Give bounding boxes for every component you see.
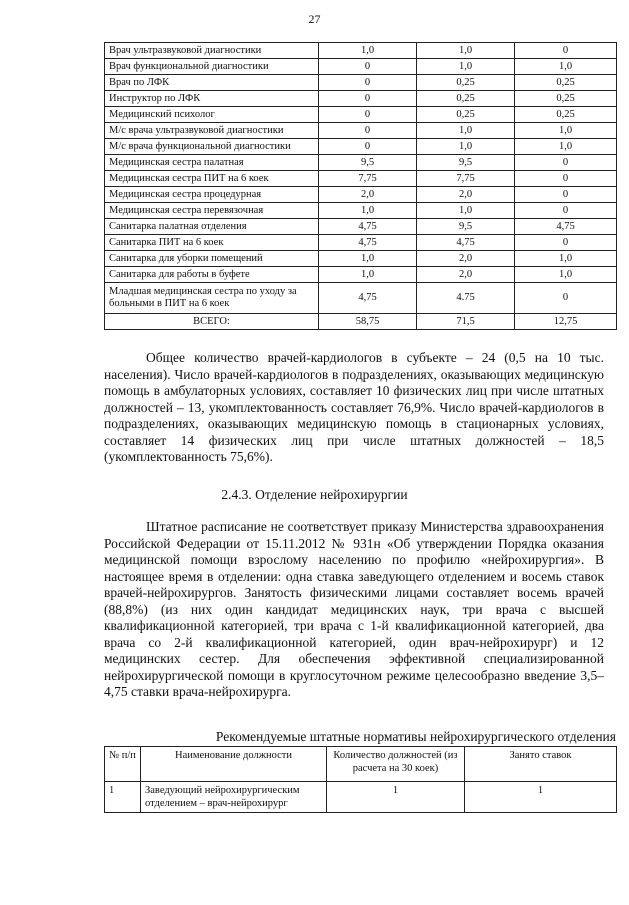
current-rates: 0 [319,59,417,75]
current-rates: 0 [319,139,417,155]
neurosurgery-paragraph: Штатное расписание не соответствует приказу Министерства здравоохранения Российской Федерации от 15.11.2012 № 931н «Об утверждении Порядка оказания медицинской помощи взрослому населению по профилю «нейрохирургия». В настоящее время в отделении: одна ставка заведующего отделением и восемь ставок врачей-нейрохирургов. Занятость физическими лицами составляет восемь врачей (88,8%) (из них один кандидат медицинских наук, три врача с высшей квалификационной категорией, три врача с 1-й квалификационной категорией, два врача со 2-й квалификационной категорией, один врач-нейрохирург) и 12 медицинских сестер. Для обеспечения эффективной специализированной нейрохирургической помощи в круглосуточном режиме целесообразно введение 3,5–4,75 ставки врача-нейрохирурга. [104,519,604,699]
deficit-rates: 0 [515,187,617,203]
position-name: М/с врача ультразвуковой диагностики [105,123,319,139]
required-rates: 7,75 [417,171,515,187]
total-row [105,314,617,330]
total-deficit: 12,75 [515,314,617,330]
required-rates: 1,0 [417,123,515,139]
required-rates: 0,25 [417,91,515,107]
table-row [105,283,617,314]
position-name: Санитарка ПИТ на 6 коек [105,235,319,251]
table-row [105,251,617,267]
table-row [105,267,617,283]
deficit-rates: 0 [515,203,617,219]
current-rates: 1,0 [319,43,417,59]
required-rates: 2,0 [417,267,515,283]
total-label: ВСЕГО: [105,314,319,330]
table-row [105,139,617,155]
required-rates: 9,5 [417,155,515,171]
position-name: Врач по ЛФК [105,75,319,91]
page-number: 27 [308,12,321,26]
header-position: Наименование должности [141,747,327,782]
current-rates: 1,0 [319,267,417,283]
current-rates: 2,0 [319,187,417,203]
current-rates: 1,0 [319,203,417,219]
position-name: Инструктор по ЛФК [105,91,319,107]
deficit-rates: 0 [515,235,617,251]
required-rates: 2,0 [417,251,515,267]
current-rates: 0 [319,123,417,139]
recommended-table-header [105,747,617,782]
current-rates: 1,0 [319,251,417,267]
deficit-rates: 1,0 [515,267,617,283]
table-row [105,107,617,123]
deficit-rates: 1,0 [515,59,617,75]
row-num: 1 [105,782,141,813]
position-name: М/с врача функциональной диагностики [105,139,319,155]
deficit-rates: 4,75 [515,219,617,235]
required-rates: 4,75 [417,235,515,251]
current-rates: 0 [319,91,417,107]
position-name: Санитарка для работы в буфете [105,267,319,283]
deficit-rates: 0 [515,283,617,314]
required-rates: 1,0 [417,43,515,59]
current-rates: 0 [319,107,417,123]
position-name: Медицинский психолог [105,107,319,123]
table-row [105,75,617,91]
total-current: 58,75 [319,314,417,330]
table-row [105,187,617,203]
position-name: Санитарка палатная отделения [105,219,319,235]
required-rates: 0,25 [417,107,515,123]
required-rates: 2,0 [417,187,515,203]
table-row [105,203,617,219]
current-rates: 4,75 [319,283,417,314]
row-position: Заведующий нейрохирургическим отделением – врач-нейрохирург [141,782,327,813]
row-quantity: 1 [327,782,465,813]
recommended-table-caption: Рекомендуемые штатные нормативы нейрохирургического отделения [215,729,616,744]
table-row [105,91,617,107]
header-quantity: Количество должностей (из расчета на 30 коек) [327,747,465,782]
row-occupied: 1 [465,782,617,813]
table-row [105,123,617,139]
table-row [105,59,617,75]
position-name: Медицинская сестра процедурная [105,187,319,203]
deficit-rates: 0 [515,171,617,187]
header-occupied: Занято ставок [465,747,617,782]
table-row [105,235,617,251]
position-name: Медицинская сестра перевязочная [105,203,319,219]
cardiologists-paragraph: Общее количество врачей-кардиологов в субъекте – 24 (0,5 на 10 тыс. населения). Число врачей-кардиологов в подразделениях, оказывающих медицинскую помощь в амбулаторных условиях, составляет 10 физических лиц при числе штатных должностей – 13, укомплектованность составляет 76,9%. Число врачей-кардиологов в подразделениях, оказывающих медицинскую помощь в стационарных условиях, составляет 14 физических лиц при числе штатных должностей – 18,5 (укомплектованность 75,6%). [104,350,604,464]
required-rates: 1,0 [417,139,515,155]
position-name: Врач ультразвуковой диагностики [105,43,319,59]
position-name: Младшая медицинская сестра по уходу за больными в ПИТ на 6 коек [105,283,319,314]
current-rates: 9,5 [319,155,417,171]
recommended-staff-table [104,746,617,813]
position-name: Санитарка для уборки помещений [105,251,319,267]
position-name: Врач функциональной диагностики [105,59,319,75]
deficit-rates: 0,25 [515,107,617,123]
current-rates: 4,75 [319,219,417,235]
section-heading: 2.4.3. Отделение нейрохирургии [221,487,408,502]
current-rates: 7,75 [319,171,417,187]
deficit-rates: 1,0 [515,139,617,155]
deficit-rates: 0 [515,155,617,171]
table-row [105,219,617,235]
deficit-rates: 0,25 [515,91,617,107]
table-row [105,155,617,171]
total-required: 71,5 [417,314,515,330]
deficit-rates: 0 [515,43,617,59]
current-rates: 0 [319,75,417,91]
header-num: № п/п [105,747,141,782]
table-row [105,782,617,813]
staff-table [104,42,617,330]
position-name: Медицинская сестра палатная [105,155,319,171]
table-row [105,43,617,59]
position-name: Медицинская сестра ПИТ на 6 коек [105,171,319,187]
required-rates: 0,25 [417,75,515,91]
required-rates: 1,0 [417,59,515,75]
required-rates: 9,5 [417,219,515,235]
current-rates: 4,75 [319,235,417,251]
required-rates: 4.75 [417,283,515,314]
deficit-rates: 1,0 [515,251,617,267]
required-rates: 1,0 [417,203,515,219]
table-row [105,171,617,187]
deficit-rates: 1,0 [515,123,617,139]
deficit-rates: 0,25 [515,75,617,91]
